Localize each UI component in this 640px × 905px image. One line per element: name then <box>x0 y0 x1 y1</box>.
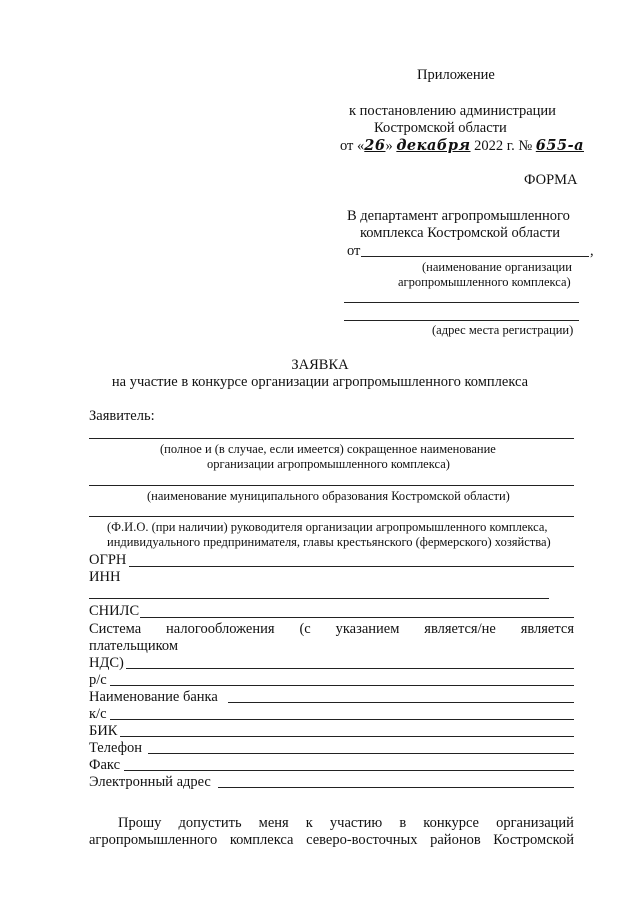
bank-label: Наименование банка <box>89 689 218 705</box>
email-field[interactable] <box>218 787 574 788</box>
from-comma: , <box>590 243 594 259</box>
tax-system-field[interactable] <box>126 668 574 669</box>
request-word: организаций <box>496 815 574 831</box>
bank-field[interactable] <box>228 702 574 703</box>
from-label: от <box>347 243 361 259</box>
resolution-date <box>340 137 584 155</box>
doc-number: 655-а <box>535 137 584 154</box>
org-name-line[interactable] <box>344 302 579 303</box>
org-name-hint-2: агропромышленного комплекса) <box>398 275 571 289</box>
tax-word: Система <box>89 621 142 637</box>
municipal-hint: (наименование муниципального образования Костромской области) <box>147 489 510 503</box>
request-word: северо-восточных <box>306 832 418 848</box>
request-word: агропромышленного <box>89 832 218 848</box>
tax-word: является <box>520 621 574 637</box>
date-prefix: от « <box>340 138 365 154</box>
request-word: Прошу <box>118 815 162 831</box>
account-label: р/с <box>89 672 107 688</box>
vat-label: НДС) <box>89 655 124 671</box>
request-word: меня <box>258 815 289 831</box>
account-field[interactable] <box>110 685 574 686</box>
taxpayer-label: плательщиком <box>89 638 179 654</box>
tax-word: является/не <box>424 621 496 637</box>
addressee-line-1: В департамент агропромышленного <box>347 208 570 224</box>
document-subtitle: на участие в конкурсе организации агропромышленного комплекса <box>111 374 529 390</box>
applicant-label: Заявитель: <box>89 408 155 424</box>
bik-label: БИК <box>89 723 118 739</box>
head-name-hint-1: (Ф.И.О. (при наличии) руководителя организации агропромышленного комплекса, <box>107 520 548 534</box>
request-line-1 <box>118 814 574 832</box>
head-name-hint-2: индивидуального предпринимателя, главы крестьянского (фермерского) хозяйства) <box>107 535 551 549</box>
date-month: декабря <box>396 137 471 154</box>
request-word: районов <box>430 832 481 848</box>
head-name-line[interactable] <box>89 516 574 517</box>
date-day: 26 <box>364 137 386 154</box>
applicant-name-hint-1: (полное и (в случае, если имеется) сокращенное наименование <box>160 442 496 456</box>
corr-account-label: к/с <box>89 706 107 722</box>
tax-word: налогообложения <box>166 621 275 637</box>
resolution-line: к постановлению администрации <box>349 103 556 119</box>
date-year: 2022 г. № <box>474 138 533 154</box>
from-field-line[interactable] <box>361 256 589 257</box>
request-line-2 <box>89 831 574 849</box>
request-word: к <box>305 815 313 831</box>
snils-label: СНИЛС <box>89 603 140 619</box>
request-word: в <box>399 815 407 831</box>
phone-label: Телефон <box>89 740 142 756</box>
region-line: Костромской области <box>374 120 507 136</box>
address-hint: (адрес места регистрации) <box>432 323 574 337</box>
request-word: конкурсе <box>423 815 479 831</box>
request-word: участию <box>329 815 383 831</box>
ogrn-field[interactable] <box>129 566 574 567</box>
address-line[interactable] <box>344 320 579 321</box>
email-label: Электронный адрес <box>89 774 211 790</box>
applicant-name-line[interactable] <box>89 438 574 439</box>
request-word: комплекса <box>229 832 294 848</box>
document-title: ЗАЯВКА <box>291 357 349 373</box>
snils-field[interactable] <box>140 617 574 618</box>
fax-field[interactable] <box>124 770 574 771</box>
appendix-label: Приложение <box>417 67 495 83</box>
corr-account-field[interactable] <box>110 719 574 720</box>
applicant-name-hint-2: организации агропромышленного комплекса) <box>207 457 450 471</box>
request-word: допустить <box>178 815 242 831</box>
municipal-line[interactable] <box>89 485 574 486</box>
org-name-hint-1: (наименование организации <box>422 260 572 274</box>
inn-field[interactable] <box>89 598 549 599</box>
tax-word: (с <box>299 621 311 637</box>
inn-label: ИНН <box>89 569 121 585</box>
fax-label: Факс <box>89 757 121 773</box>
tax-word: указанием <box>335 621 400 637</box>
addressee-line-2: комплекса Костромской области <box>360 225 561 241</box>
date-mid: » <box>385 138 393 154</box>
form-label: ФОРМА <box>524 172 578 188</box>
ogrn-label: ОГРН <box>89 552 127 568</box>
phone-field[interactable] <box>148 753 574 754</box>
bik-field[interactable] <box>120 736 574 737</box>
request-word: Костромской <box>493 832 574 848</box>
tax-system-line <box>89 620 574 638</box>
